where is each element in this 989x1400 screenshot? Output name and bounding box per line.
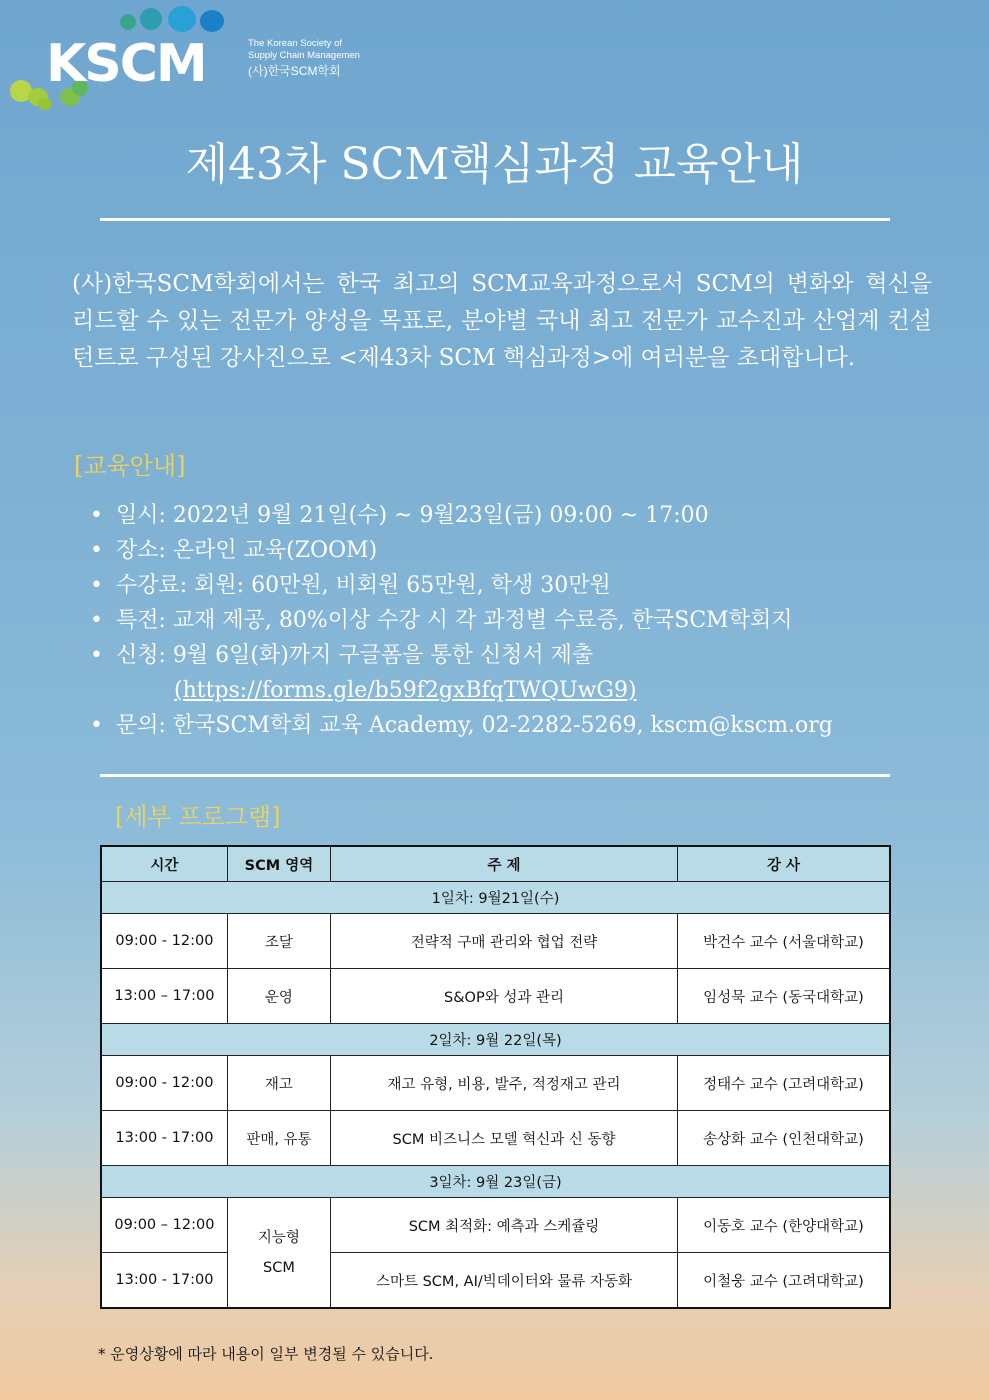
cell-lecturer: 정태수 교수 (고려대학교) — [677, 1056, 890, 1111]
cell-lecturer: 이동호 교수 (한양대학교) — [677, 1198, 890, 1253]
cell-area: 조달 — [227, 914, 330, 969]
cell-topic: SCM 최적화: 예측과 스케쥴링 — [331, 1198, 678, 1253]
day1-label: 1일차: 9월21일(수) — [101, 882, 890, 914]
logo-dot-icon — [200, 10, 224, 32]
cell-lecturer: 송상화 교수 (인천대학교) — [677, 1111, 890, 1166]
cell-area: 판매, 유통 — [227, 1111, 330, 1166]
table-row — [101, 1111, 890, 1166]
cell-topic: 스마트 SCM, AI/빅데이터와 물류 자동화 — [331, 1253, 678, 1309]
cell-time: 09:00 - 12:00 — [101, 914, 227, 969]
header-time: 시간 — [101, 846, 227, 882]
logo-sub-line2: Supply Chain Managemen — [248, 50, 360, 61]
cell-time: 09:00 - 12:00 — [101, 1056, 227, 1111]
logo-wordmark: KSCM — [46, 34, 206, 94]
logo-subtitle — [248, 38, 360, 77]
section-divider — [100, 774, 890, 777]
info-list — [90, 498, 950, 743]
logo-sub-korean: (사)한국SCM학회 — [248, 64, 341, 78]
info-contact: • 문의: 한국SCM학회 교육 Academy, 02-2282-5269, kscm@kscm.org — [90, 708, 950, 743]
program-table — [100, 845, 891, 1309]
table-row — [101, 1056, 890, 1111]
cell-area: 재고 — [227, 1056, 330, 1111]
logo-dot-icon — [168, 6, 196, 32]
cell-time: 13:00 - 17:00 — [101, 1111, 227, 1166]
info-benefit: • 특전: 교재 제공, 80%이상 수강 시 각 과정별 수료증, 한국SCM학회지 — [90, 603, 950, 638]
kscm-logo — [8, 6, 368, 111]
day2-label: 2일차: 9월 22일(목) — [101, 1024, 890, 1056]
day3-label: 3일차: 9월 23일(금) — [101, 1166, 890, 1198]
logo-sub-line1: The Korean Society of — [248, 38, 342, 49]
program-heading: [세부 프로그램] — [115, 803, 281, 831]
header-area: SCM 영역 — [227, 846, 330, 882]
cell-time: 13:00 – 17:00 — [101, 969, 227, 1024]
page-title: 제43차 SCM핵심과정 교육안내 — [185, 139, 804, 190]
cell-lecturer: 박건수 교수 (서울대학교) — [677, 914, 890, 969]
info-date: • 일시: 2022년 9월 21일(수) ~ 9월23일(금) 09:00 ~ 17:00 — [90, 498, 950, 533]
table-row — [101, 914, 890, 969]
info-apply: • 신청: 9월 6일(화)까지 구글폼을 통한 신청서 제출 (https://forms.gle/b59f2gxBfqTWQUwG9) — [90, 638, 950, 708]
cell-time: 13:00 - 17:00 — [101, 1253, 227, 1309]
cell-area: 지능형 SCM — [227, 1198, 330, 1309]
footnote: * 운영상황에 따라 내용이 일부 변경될 수 있습니다. — [98, 1345, 434, 1363]
title-divider — [100, 218, 890, 221]
cell-time: 09:00 – 12:00 — [101, 1198, 227, 1253]
logo-dot-icon — [120, 14, 136, 30]
cell-topic: S&OP와 성과 관리 — [331, 969, 678, 1024]
logo-dot-icon — [38, 98, 52, 110]
info-fee: • 수강료: 회원: 60만원, 비회원 65만원, 학생 30만원 — [90, 568, 950, 603]
table-row — [101, 1253, 890, 1309]
cell-lecturer: 임성묵 교수 (동국대학교) — [677, 969, 890, 1024]
table-row — [101, 1198, 890, 1253]
header-topic: 주 제 — [331, 846, 678, 882]
apply-form-link[interactable]: (https://forms.gle/b59f2gxBfqTWQUwG9) — [174, 678, 637, 703]
cell-topic: 전략적 구매 관리와 협업 전략 — [331, 914, 678, 969]
cell-area: 운영 — [227, 969, 330, 1024]
intro-paragraph: (사)한국SCM학회에서는 한국 최고의 SCM교육과정으로서 SCM의 변화와 혁신을 리드할 수 있는 전문가 양성을 목표로, 분야별 국내 최고 전문가 교수진과 산업계 컨설턴트로 구성된 강사진으로 <제43차 SCM 핵심과정>에 여러분을 초대합니다. — [72, 271, 932, 371]
logo-dot-icon — [140, 8, 162, 30]
cell-topic: SCM 비즈니스 모델 혁신과 신 동향 — [331, 1111, 678, 1166]
cell-lecturer: 이철웅 교수 (고려대학교) — [677, 1253, 890, 1309]
table-row — [101, 969, 890, 1024]
header-lecturer: 강 사 — [677, 846, 890, 882]
info-heading: [교육안내] — [74, 452, 186, 480]
info-place: • 장소: 온라인 교육(ZOOM) — [90, 533, 950, 568]
cell-topic: 재고 유형, 비용, 발주, 적정재고 관리 — [331, 1056, 678, 1111]
